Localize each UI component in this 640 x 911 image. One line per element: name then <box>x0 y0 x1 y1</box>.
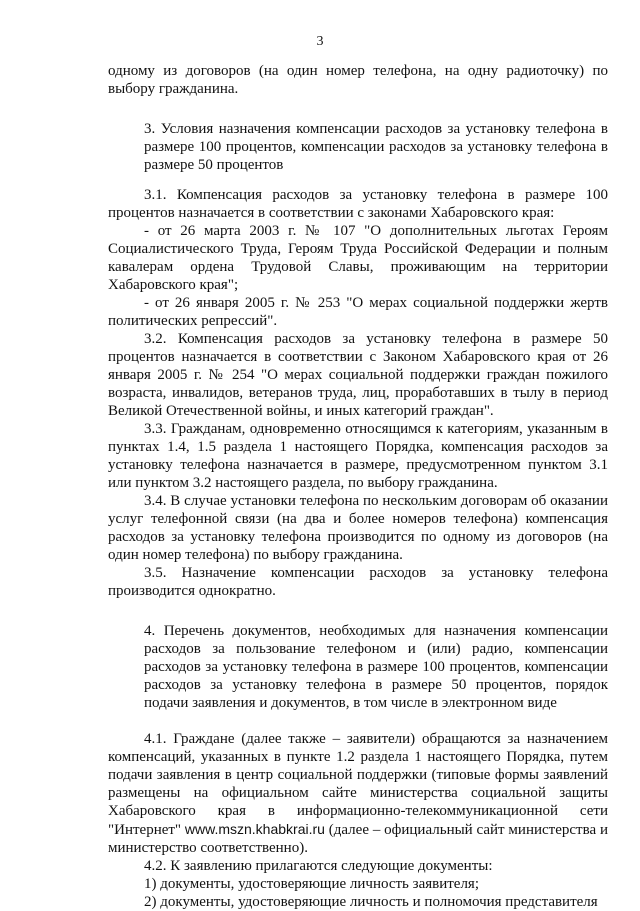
paragraph-3-3: 3.3. Гражданам, одновременно относящимся к категориям, указанным в пунктах 1.4, 1.5 раздела 1 настоящего Порядка, компенсация расходов за установку телефона назначается в размере, предусмотренном пунктом 3.1 или пунктом 3.2 настоящего раздела, по выбору гражданина. <box>108 421 608 491</box>
page-number: 3 <box>316 34 324 49</box>
paragraph-4-1-text-end: (далее – официальный сайт министерства и министерство соответственно). <box>108 822 608 856</box>
paragraph-3-5: 3.5. Назначение компенсации расходов за установку телефона производится однократно. <box>108 565 608 599</box>
paragraph-3-2: 3.2. Компенсация расходов за установку телефона в размере 50 процентов назначается в соответствии с Законом Хабаровского края от 26 января 2005 г. № 254 "О мерах социальной поддержки граждан пожилого возраста, инвалидов, ветеранов труда, лиц, проработавших в тылу в период Великой Отечественной войны, и иных категорий граждан". <box>108 331 608 419</box>
paragraph-continuation: одному из договоров (на один номер телефона, на одну радиоточку) по выбору гражданина. <box>108 63 608 97</box>
paragraph-4-1-text: 4.1. Граждане (далее также – заявители) обращаются за назначением компенсаций, указанных в пункте 1.2 раздела 1 настоящего Порядка, путем подачи заявления в центр социальной поддержки (типовые формы заявлений размещены на официальном сайте министерства социальной защиты Хабаровского края в информационно-телекоммуникационной сети "Интернет" <box>108 731 608 838</box>
paragraph-4-2-item-2: 2) документы, удостоверяющие личность и полномочия представителя <box>144 894 598 910</box>
paragraph-4-1 <box>108 730 608 857</box>
paragraph-3-1-item-b: - от 26 января 2005 г. № 253 "О мерах социальной поддержки жертв политических репрессий". <box>108 295 608 329</box>
section-3-heading: 3. Условия назначения компенсации расходов за установку телефона в размере 100 процентов, компенсации расходов за установку телефона в размере 50 процентов <box>144 121 608 173</box>
paragraph-3-1-item-a: - от 26 марта 2003 г. № 107 "О дополнительных льготах Героям Социалистического Труда, Героям Труда Российской Федерации и полным кавалерам ордена Трудовой Славы, проживающим на территории Хабаровского края"; <box>108 223 608 293</box>
paragraph-3-1: 3.1. Компенсация расходов за установку телефона в размере 100 процентов назначается в соответствии с законами Хабаровского края: <box>108 187 608 221</box>
ministry-website-url: www.mszn.khabkrai.ru <box>184 821 325 837</box>
paragraph-3-4: 3.4. В случае установки телефона по нескольким договорам об оказании услуг телефонной связи (на два и более номеров телефона) компенсация расходов за установку телефона производится по одному из договоров (на один номер телефона) по выбору гражданина. <box>108 493 608 563</box>
document-body <box>108 62 608 911</box>
section-4-heading: 4. Перечень документов, необходимых для назначения компенсации расходов за пользование телефоном и (или) радио, компенсации расходов за установку телефона в размере 100 процентов, компенсации расходов за установку телефона в размере 50 процентов, порядок подачи заявления и документов, в том числе в электронном виде <box>144 623 608 711</box>
paragraph-4-2-item-1: 1) документы, удостоверяющие личность заявителя; <box>144 876 480 892</box>
paragraph-4-2: 4.2. К заявлению прилагаются следующие документы: <box>144 858 493 874</box>
